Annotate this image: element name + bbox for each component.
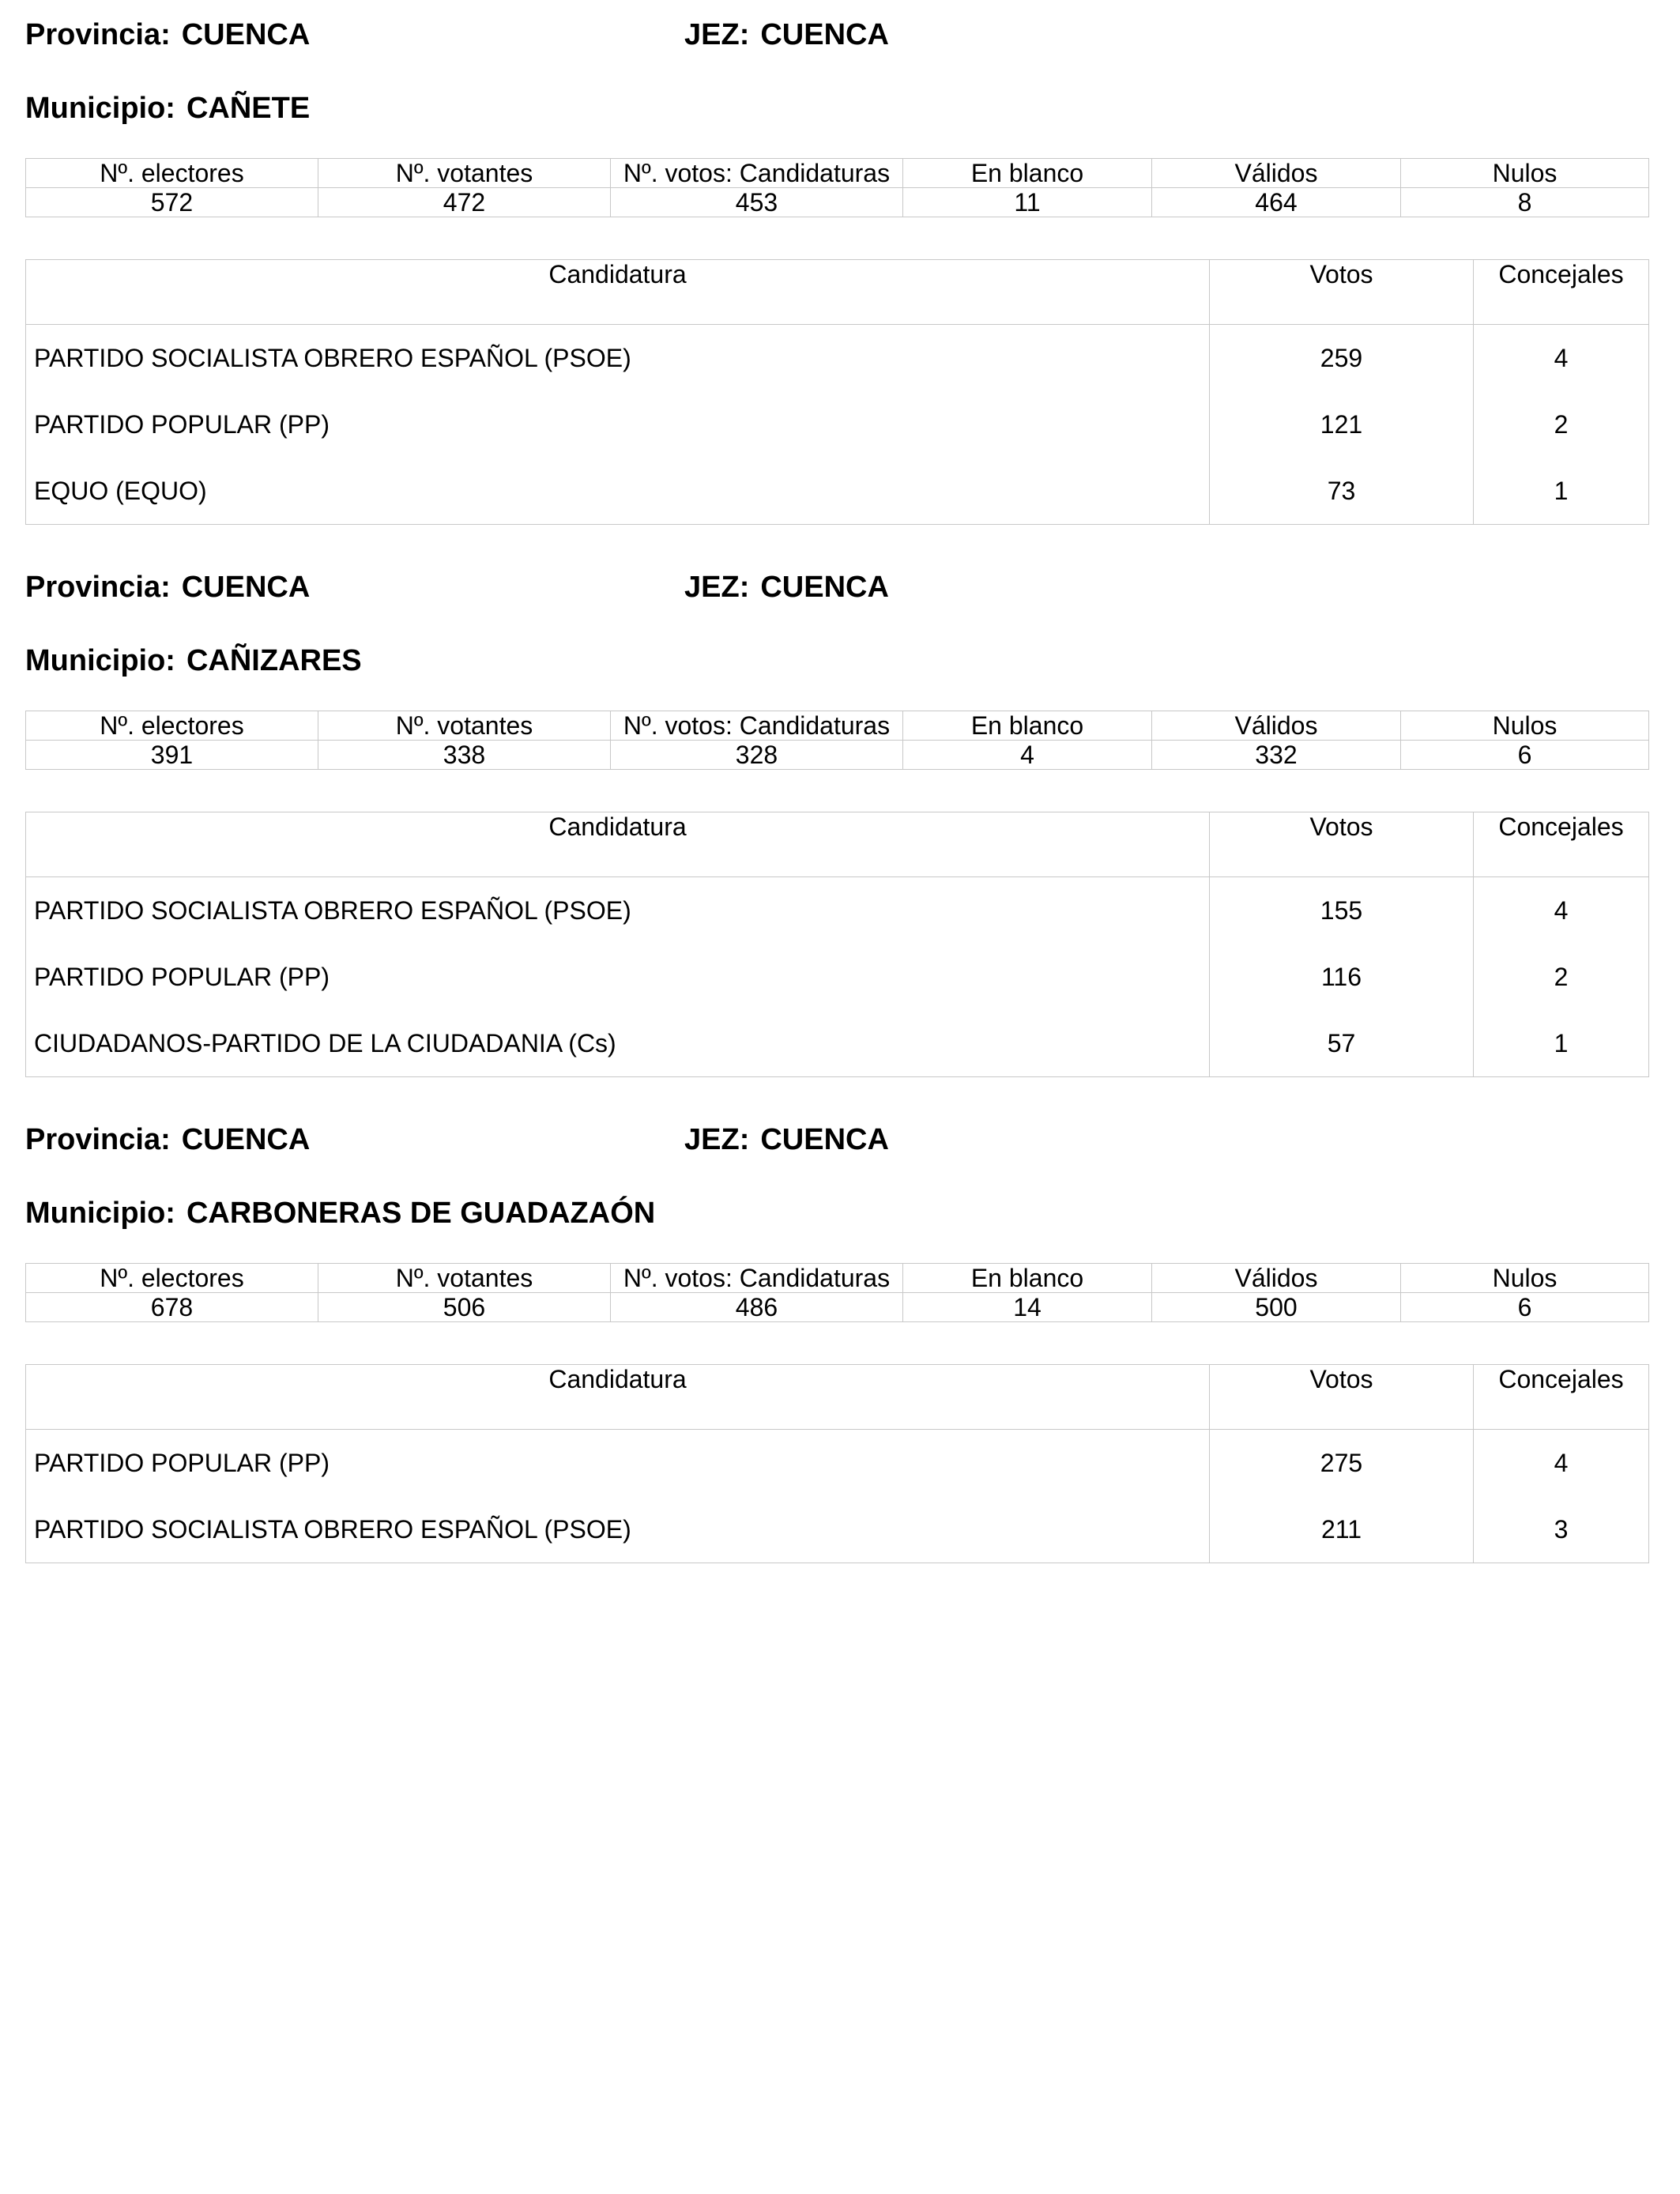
summary-value-cell: 14: [903, 1293, 1152, 1322]
summary-value-cell: 328: [611, 741, 903, 770]
votos-value: 211: [1210, 1496, 1474, 1563]
provincia-value: CUENCA: [181, 1123, 311, 1156]
concejales-value: 3: [1474, 1496, 1649, 1563]
summary-header-cell: Nº. votos: Candidaturas: [611, 1264, 903, 1293]
summary-header-cell: Nº. electores: [26, 711, 318, 741]
municipio-section: [0, 1105, 1680, 1658]
votos-header: Votos: [1210, 812, 1474, 877]
jez-value: CUENCA: [760, 1123, 889, 1156]
summary-value-cell: 11: [903, 188, 1152, 217]
summary-header-cell: Nº. votantes: [318, 159, 611, 188]
candidaturas-header-row: [26, 1365, 1649, 1430]
summary-header-row: [26, 159, 1649, 188]
concejales-value: 4: [1474, 325, 1649, 392]
candidatura-name: CIUDADANOS-PARTIDO DE LA CIUDADANIA (Cs): [26, 1010, 1210, 1077]
municipio-section: [0, 0, 1680, 553]
table-row: [26, 1010, 1649, 1077]
summary-value-cell: 500: [1152, 1293, 1401, 1322]
concejales-header: Concejales: [1474, 1365, 1649, 1430]
jez-heading: JEZ: CUENCA: [684, 571, 889, 604]
summary-value-cell: 332: [1152, 741, 1401, 770]
summary-value-cell: 6: [1401, 741, 1649, 770]
votos-header: Votos: [1210, 260, 1474, 325]
votos-value: 121: [1210, 391, 1474, 458]
provincia-heading: Provincia: CUENCA: [25, 18, 311, 51]
summary-header-cell: Nº. electores: [26, 1264, 318, 1293]
candidatura-name: PARTIDO POPULAR (PP): [26, 391, 1210, 458]
summary-value-row: [26, 188, 1649, 217]
jez-heading: JEZ: CUENCA: [684, 1123, 889, 1156]
summary-header-row: [26, 711, 1649, 741]
municipio-heading: Municipio: CARBONERAS DE GUADAZAÓN: [25, 1197, 656, 1230]
summary-header-cell: Válidos: [1152, 1264, 1401, 1293]
votos-value: 116: [1210, 944, 1474, 1010]
provincia-value: CUENCA: [181, 18, 311, 51]
summary-header-cell: Nº. votantes: [318, 711, 611, 741]
candidaturas-table: [25, 1364, 1649, 1563]
summary-value-cell: 338: [318, 741, 611, 770]
concejales-value: 4: [1474, 877, 1649, 944]
concejales-value: 4: [1474, 1430, 1649, 1497]
votos-value: 155: [1210, 877, 1474, 944]
municipio-section: [0, 552, 1680, 1106]
summary-value-cell: 391: [26, 741, 318, 770]
concejales-value: 1: [1474, 458, 1649, 525]
summary-header-cell: Nulos: [1401, 159, 1649, 188]
table-row: [26, 1496, 1649, 1563]
candidatura-name: PARTIDO POPULAR (PP): [26, 944, 1210, 1010]
candidatura-name: PARTIDO POPULAR (PP): [26, 1430, 1210, 1497]
municipio-value: CAÑETE: [186, 92, 311, 125]
table-row: [26, 325, 1649, 392]
provincia-value: CUENCA: [181, 571, 311, 604]
votos-value: 57: [1210, 1010, 1474, 1077]
summary-header-cell: Válidos: [1152, 711, 1401, 741]
summary-table: [25, 711, 1649, 770]
provincia-heading: Provincia: CUENCA: [25, 571, 311, 604]
summary-header-cell: En blanco: [903, 1264, 1152, 1293]
summary-value-cell: 464: [1152, 188, 1401, 217]
municipio-heading: Municipio: CAÑIZARES: [25, 644, 362, 677]
candidaturas-header-row: [26, 260, 1649, 325]
summary-value-cell: 8: [1401, 188, 1649, 217]
candidaturas-header-row: [26, 812, 1649, 877]
summary-value-cell: 506: [318, 1293, 611, 1322]
summary-value-cell: 4: [903, 741, 1152, 770]
candidatura-header: Candidatura: [26, 812, 1210, 877]
candidatura-header: Candidatura: [26, 1365, 1210, 1430]
summary-header-cell: Nº. electores: [26, 159, 318, 188]
table-row: [26, 1430, 1649, 1497]
municipio-value: CARBONERAS DE GUADAZAÓN: [186, 1197, 656, 1230]
summary-value-cell: 453: [611, 188, 903, 217]
candidatura-name: EQUO (EQUO): [26, 458, 1210, 525]
candidatura-name: PARTIDO SOCIALISTA OBRERO ESPAÑOL (PSOE): [26, 325, 1210, 392]
table-row: [26, 458, 1649, 525]
summary-value-row: [26, 1293, 1649, 1322]
summary-value-cell: 472: [318, 188, 611, 217]
candidatura-name: PARTIDO SOCIALISTA OBRERO ESPAÑOL (PSOE): [26, 1496, 1210, 1563]
summary-table: [25, 1263, 1649, 1322]
votos-value: 275: [1210, 1430, 1474, 1497]
summary-value-cell: 486: [611, 1293, 903, 1322]
summary-value-cell: 678: [26, 1293, 318, 1322]
municipio-value: CAÑIZARES: [186, 644, 362, 677]
summary-header-cell: En blanco: [903, 159, 1152, 188]
concejales-value: 1: [1474, 1010, 1649, 1077]
candidaturas-table: [25, 812, 1649, 1077]
summary-header-row: [26, 1264, 1649, 1293]
votos-header: Votos: [1210, 1365, 1474, 1430]
votos-value: 73: [1210, 458, 1474, 525]
municipio-heading: Municipio: CAÑETE: [25, 92, 311, 125]
votos-value: 259: [1210, 325, 1474, 392]
provincia-heading: Provincia: CUENCA: [25, 1123, 311, 1156]
summary-header-cell: Nulos: [1401, 1264, 1649, 1293]
concejales-header: Concejales: [1474, 812, 1649, 877]
summary-header-cell: Nº. votos: Candidaturas: [611, 159, 903, 188]
concejales-header: Concejales: [1474, 260, 1649, 325]
summary-header-cell: Válidos: [1152, 159, 1401, 188]
table-row: [26, 391, 1649, 458]
table-row: [26, 944, 1649, 1010]
candidatura-header: Candidatura: [26, 260, 1210, 325]
concejales-value: 2: [1474, 944, 1649, 1010]
summary-value-cell: 6: [1401, 1293, 1649, 1322]
summary-header-cell: En blanco: [903, 711, 1152, 741]
summary-table: [25, 158, 1649, 217]
jez-value: CUENCA: [760, 571, 889, 604]
summary-header-cell: Nº. votantes: [318, 1264, 611, 1293]
candidaturas-table: [25, 259, 1649, 525]
concejales-value: 2: [1474, 391, 1649, 458]
jez-value: CUENCA: [760, 18, 889, 51]
table-row: [26, 877, 1649, 944]
candidatura-name: PARTIDO SOCIALISTA OBRERO ESPAÑOL (PSOE): [26, 877, 1210, 944]
summary-value-row: [26, 741, 1649, 770]
jez-heading: JEZ: CUENCA: [684, 18, 889, 51]
summary-header-cell: Nulos: [1401, 711, 1649, 741]
summary-header-cell: Nº. votos: Candidaturas: [611, 711, 903, 741]
summary-value-cell: 572: [26, 188, 318, 217]
